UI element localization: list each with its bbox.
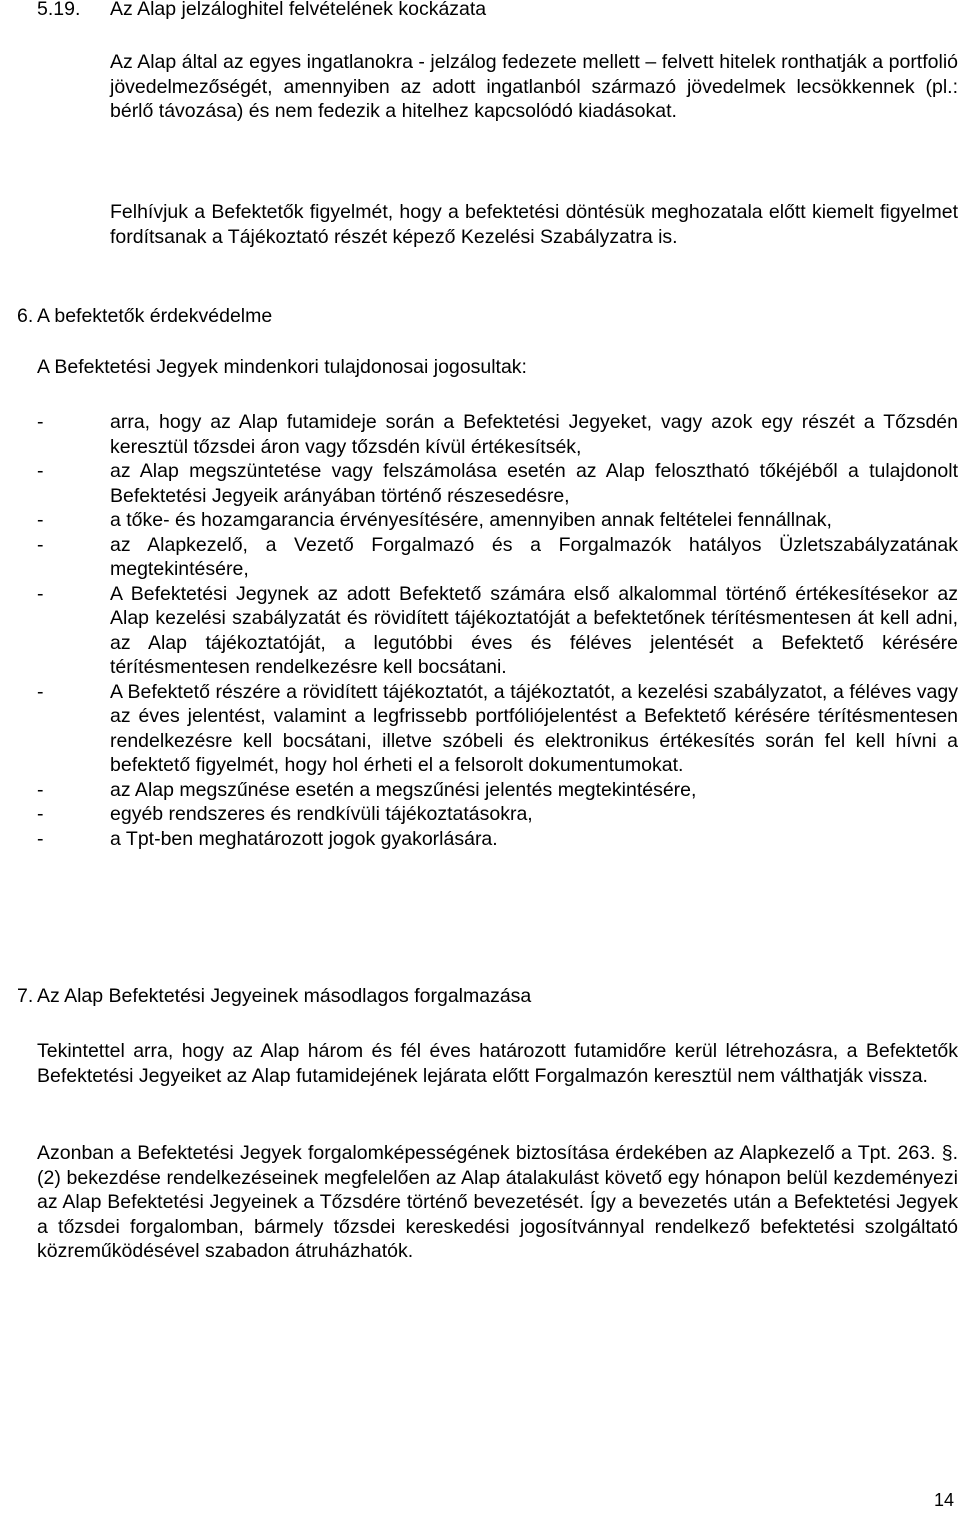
page-number: 14 — [934, 1490, 955, 1510]
section-title: Az Alap jelzáloghitel felvételének kockázata — [110, 0, 487, 20]
section-title: A befektetők érdekvédelme — [37, 305, 273, 327]
list-item — [37, 508, 958, 533]
list-dash: - — [37, 509, 44, 531]
listing-paragraph: Azonban a Befektetési Jegyek forgalomképességének biztosítása érdekében az Alapkezelő a Tpt. 263. §. (2) bekezdése rendelkezéseinek megfelelően az Alap átalakulást követő egy hónapon belül kezdeményezi az Alap Befektetési Jegyeinek a Tőzsdére történő bevezetését. Így a bevezetés után a Befektetési Jegyek a tőzsdei forgalomban, bármely tőzsdei kereskedési jogosítvánnyal rendelkező befektetési szolgáltató közreműködésével szabadon átruházhatók. — [37, 1142, 958, 1262]
list-item-text: az Alap megszüntetése vagy felszámolása esetén az Alap felosztható tőkéjéből a tulajdonolt Befektetési Jegyeik arányában történő részesedésre, — [110, 460, 958, 507]
section-number: 7. — [17, 985, 34, 1007]
list-item-text: a Tpt-ben meghatározott jogok gyakorlására. — [110, 827, 498, 850]
list-item-text: A Befektető részére a rövidített tájékoztatót, a tájékoztatót, a kezelési szabályzatot, a féléves vagy az éves jelentést, valamint a legfrissebb portfóliójelentést a Befektető kérésére térítésmentesen rendelkezésre kell bocsátani, illetve szóbeli és elektronikus értékesítés során fel kell hívni a befektető figyelmét, hogy hol érheti el a felsorolt dokumentumokat. — [110, 680, 958, 776]
redemption-paragraph: Tekintettel arra, hogy az Alap három és fél éves határozott futamidőre kerül létrehozásra, a Befektetők Befektetési Jegyeiket az Alap futamidejének lejárata előtt Forgalmazón keresztül nem válthatják vissza. — [37, 1040, 958, 1087]
attention-paragraph: Felhívjuk a Befektetők figyelmét, hogy a befektetési döntésük meghozatala előtt kiemelt figyelmet fordítsanak a Tájékoztató részét képező Kezelési Szabályzatra is. — [110, 201, 958, 248]
list-item — [37, 778, 958, 803]
list-item-text: egyéb rendszeres és rendkívüli tájékoztatásokra, — [110, 803, 533, 825]
list-dash: - — [37, 827, 44, 850]
section-number: 6. — [17, 305, 34, 327]
list-dash: - — [37, 411, 44, 433]
section-title: Az Alap Befektetési Jegyeinek másodlagos forgalmazása — [37, 985, 532, 1007]
list-dash: - — [37, 533, 44, 556]
risk-paragraph: Az Alap által az egyes ingatlanokra - jelzálog fedezete mellett – felvett hitelek ronthatják a portfolió jövedelmezőségét, amennyiben az adott ingatlanból származó jövedelmek lecsökkennek (pl.: bérlő távozása) és nem fedezik a hitelhez kapcsolódó kiadásokat. — [110, 51, 958, 122]
list-item — [37, 827, 958, 852]
list-dash: - — [37, 680, 44, 703]
list-item-text: az Alapkezelő, a Vezető Forgalmazó és a Forgalmazók hatályos Üzletszabályzatának megtekintésére, — [110, 533, 958, 580]
rights-intro: A Befektetési Jegyek mindenkori tulajdonosai jogosultak: — [37, 356, 527, 378]
section-number: 5.19. — [37, 0, 81, 20]
rights-list — [37, 410, 958, 851]
list-item-text: a tőke- és hozamgarancia érvényesítésére, amennyiben annak feltételei fennállnak, — [110, 509, 832, 531]
list-item — [37, 533, 958, 582]
list-dash: - — [37, 582, 44, 605]
list-dash: - — [37, 803, 44, 825]
list-item — [37, 410, 958, 459]
list-dash: - — [37, 778, 44, 801]
list-item-text: az Alap megszűnése esetén a megszűnési jelentés megtekintésére, — [110, 778, 697, 801]
list-dash: - — [37, 460, 44, 482]
list-item-text: arra, hogy az Alap futamideje során a Befektetési Jegyeket, vagy azok egy részét a Tőzsdén keresztül tőzsdei áron vagy tőzsdén kívül értékesítsék, — [110, 411, 958, 458]
list-item — [37, 680, 958, 778]
list-item-text: A Befektetési Jegynek az adott Befektető számára első alkalommal történő értékesítésekor az Alap kezelési szabályzatát és rövidített tájékoztatóját a befektetőnek térítésmentesen át kell adni, az Alap tájékoztatóját, a legutóbbi éves és féléves jelentését a Befektető kérésére térítésmentesen rendelkezésre kell bocsátani. — [110, 582, 958, 678]
list-item — [37, 459, 958, 508]
list-item — [37, 802, 958, 827]
list-item — [37, 582, 958, 680]
